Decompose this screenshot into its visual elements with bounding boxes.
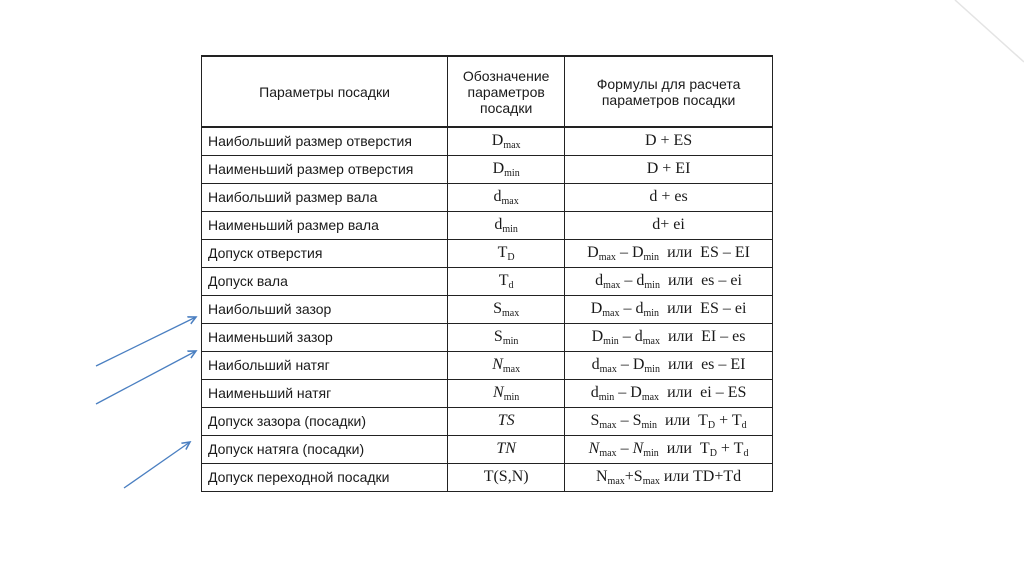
header-designation	[448, 56, 565, 127]
formula-term: или ei – ES	[659, 384, 747, 401]
table-row	[202, 295, 773, 323]
formula-term: – d	[619, 300, 644, 317]
symbol-main: N	[493, 384, 504, 401]
formula-term: или TD+Td	[659, 468, 742, 485]
parameter-symbol	[448, 463, 565, 491]
formula-term: – D	[614, 384, 642, 401]
parameter-formula	[565, 351, 773, 379]
parameter-name: Наибольший размер вала	[202, 183, 448, 211]
parameter-name: Наименьший размер отверстия	[202, 155, 448, 183]
formula-term: d	[591, 356, 600, 373]
parameter-name: Допуск вала	[202, 267, 448, 295]
formula-subscript: min	[644, 364, 660, 375]
symbol-subscript: max	[501, 196, 519, 207]
formula-subscript: D	[707, 420, 716, 431]
formula-term: d	[595, 272, 604, 289]
symbol-main: TS	[497, 412, 515, 429]
parameter-formula	[565, 463, 773, 491]
formula-subscript: min	[598, 392, 615, 403]
formula-term: D	[590, 300, 603, 317]
parameter-formula	[565, 183, 773, 211]
parameter-name: Наибольший размер отверстия	[202, 127, 448, 155]
formula-term: + T	[715, 412, 742, 429]
parameter-symbol	[448, 183, 565, 211]
formula-term: или ES – ei	[659, 300, 747, 317]
formula-subscript: min	[603, 336, 619, 347]
formula-subscript: max	[607, 476, 625, 487]
parameter-formula	[565, 127, 773, 155]
symbol-subscript: D	[507, 252, 515, 263]
formula-subscript: D	[709, 448, 717, 459]
symbol-main: d	[493, 188, 502, 205]
parameter-formula	[565, 155, 773, 183]
header-parameters: Параметры посадки	[202, 56, 448, 127]
parameter-symbol	[448, 155, 565, 183]
parameter-symbol	[448, 211, 565, 239]
table-row	[202, 435, 773, 463]
parameter-name: Допуск отверстия	[202, 239, 448, 267]
formula-term: N	[595, 468, 608, 485]
symbol-main: N	[492, 356, 503, 373]
parameter-symbol	[448, 323, 565, 351]
header-designation-text: Обозначение параметров посадки	[462, 67, 550, 116]
table-row	[202, 211, 773, 239]
formula-term: + T	[716, 440, 744, 457]
table-row	[202, 323, 773, 351]
symbol-main: S	[493, 328, 503, 345]
symbol-subscript: max	[501, 308, 520, 319]
symbol-subscript: min	[503, 392, 520, 403]
header-formulas	[565, 56, 773, 127]
parameter-symbol	[448, 351, 565, 379]
parameter-symbol	[448, 295, 565, 323]
formula-term: – S	[616, 412, 642, 429]
formula-term: d + es	[649, 188, 688, 205]
formula-term: N	[588, 440, 600, 457]
table-row	[202, 267, 773, 295]
parameter-formula	[565, 323, 773, 351]
parameter-symbol	[448, 239, 565, 267]
formula-term: или ES – EI	[659, 244, 750, 261]
formula-term: – D	[615, 244, 644, 261]
parameter-name: Наибольший натяг	[202, 351, 448, 379]
formula-term: d	[590, 384, 599, 401]
formula-subscript: max	[602, 308, 620, 319]
formula-subscript: d	[741, 420, 747, 431]
formula-term: – N	[616, 440, 644, 457]
formula-term: +S	[624, 468, 643, 485]
symbol-subscript: min	[502, 224, 518, 235]
parameter-name: Наименьший размер вала	[202, 211, 448, 239]
symbol-subscript: max	[502, 364, 521, 375]
symbol-main: T	[497, 244, 508, 261]
symbol-subscript: d	[508, 280, 514, 291]
formula-term: или es – EI	[659, 356, 746, 373]
fold-line	[955, 0, 1024, 62]
parameter-symbol	[448, 267, 565, 295]
symbol-subscript: min	[502, 336, 519, 347]
table-row	[202, 407, 773, 435]
formula-subscript: max	[642, 476, 660, 487]
formula-subscript: max	[641, 392, 660, 403]
formula-subscript: min	[644, 280, 660, 291]
formula-term: D	[591, 328, 604, 345]
formula-subscript: max	[599, 364, 617, 375]
formula-term: или EI – es	[659, 328, 746, 345]
symbol-main: TN	[496, 440, 516, 457]
formula-term: D	[587, 244, 599, 261]
parameter-formula	[565, 295, 773, 323]
symbol-main: T(S,N)	[483, 468, 529, 485]
table-body	[202, 127, 773, 491]
formula-subscript: min	[643, 308, 660, 319]
header-formulas-text: Формулы для расчета параметров посадки	[596, 75, 741, 108]
formula-subscript: max	[599, 448, 617, 459]
table-row	[202, 155, 773, 183]
formula-subscript: max	[642, 336, 660, 347]
parameter-name: Наименьший натяг	[202, 379, 448, 407]
symbol-main: D	[492, 160, 505, 177]
parameter-formula	[565, 407, 773, 435]
parameter-formula	[565, 267, 773, 295]
parameter-symbol	[448, 435, 565, 463]
formula-term: d+ ei	[652, 216, 685, 233]
formula-term: – D	[616, 356, 645, 373]
table-row	[202, 351, 773, 379]
formula-term: S	[590, 412, 600, 429]
formula-subscript: min	[643, 252, 660, 263]
parameter-name: Допуск переходной посадки	[202, 463, 448, 491]
parameter-formula	[565, 211, 773, 239]
formula-term: D + EI	[646, 160, 691, 177]
parameter-symbol	[448, 127, 565, 155]
symbol-main: d	[494, 216, 503, 233]
parameter-formula	[565, 379, 773, 407]
formula-subscript: max	[603, 280, 621, 291]
parameter-name: Допуск натяга (посадки)	[202, 435, 448, 463]
parameter-symbol	[448, 407, 565, 435]
table-row	[202, 379, 773, 407]
parameter-name: Наибольший зазор	[202, 295, 448, 323]
formula-term: – d	[620, 272, 645, 289]
symbol-main: D	[491, 132, 504, 150]
formula-subscript: d	[743, 448, 749, 459]
symbol-subscript: max	[503, 140, 521, 152]
table-row	[202, 463, 773, 491]
parameter-formula	[565, 239, 773, 267]
parameter-formula	[565, 435, 773, 463]
parameter-name: Допуск зазора (посадки)	[202, 407, 448, 435]
symbol-main: T	[498, 272, 509, 289]
formula-subscript: min	[643, 448, 659, 459]
table-row	[202, 239, 773, 267]
symbol-subscript: min	[504, 168, 520, 179]
table-header-row	[202, 56, 773, 127]
formula-term: или T	[658, 440, 710, 457]
parameter-symbol	[448, 379, 565, 407]
parameter-name: Наименьший зазор	[202, 323, 448, 351]
formula-term: или es – ei	[659, 272, 742, 289]
table-row	[202, 127, 773, 155]
symbol-main: S	[493, 300, 502, 317]
formula-subscript: min	[641, 420, 658, 431]
table-row	[202, 183, 773, 211]
formula-term: D + ES	[644, 132, 693, 150]
formula-term: или T	[657, 412, 708, 429]
formula-subscript: max	[599, 420, 617, 431]
formula-term: – d	[618, 328, 643, 345]
fit-parameters-table	[201, 55, 773, 492]
formula-subscript: max	[598, 252, 616, 263]
